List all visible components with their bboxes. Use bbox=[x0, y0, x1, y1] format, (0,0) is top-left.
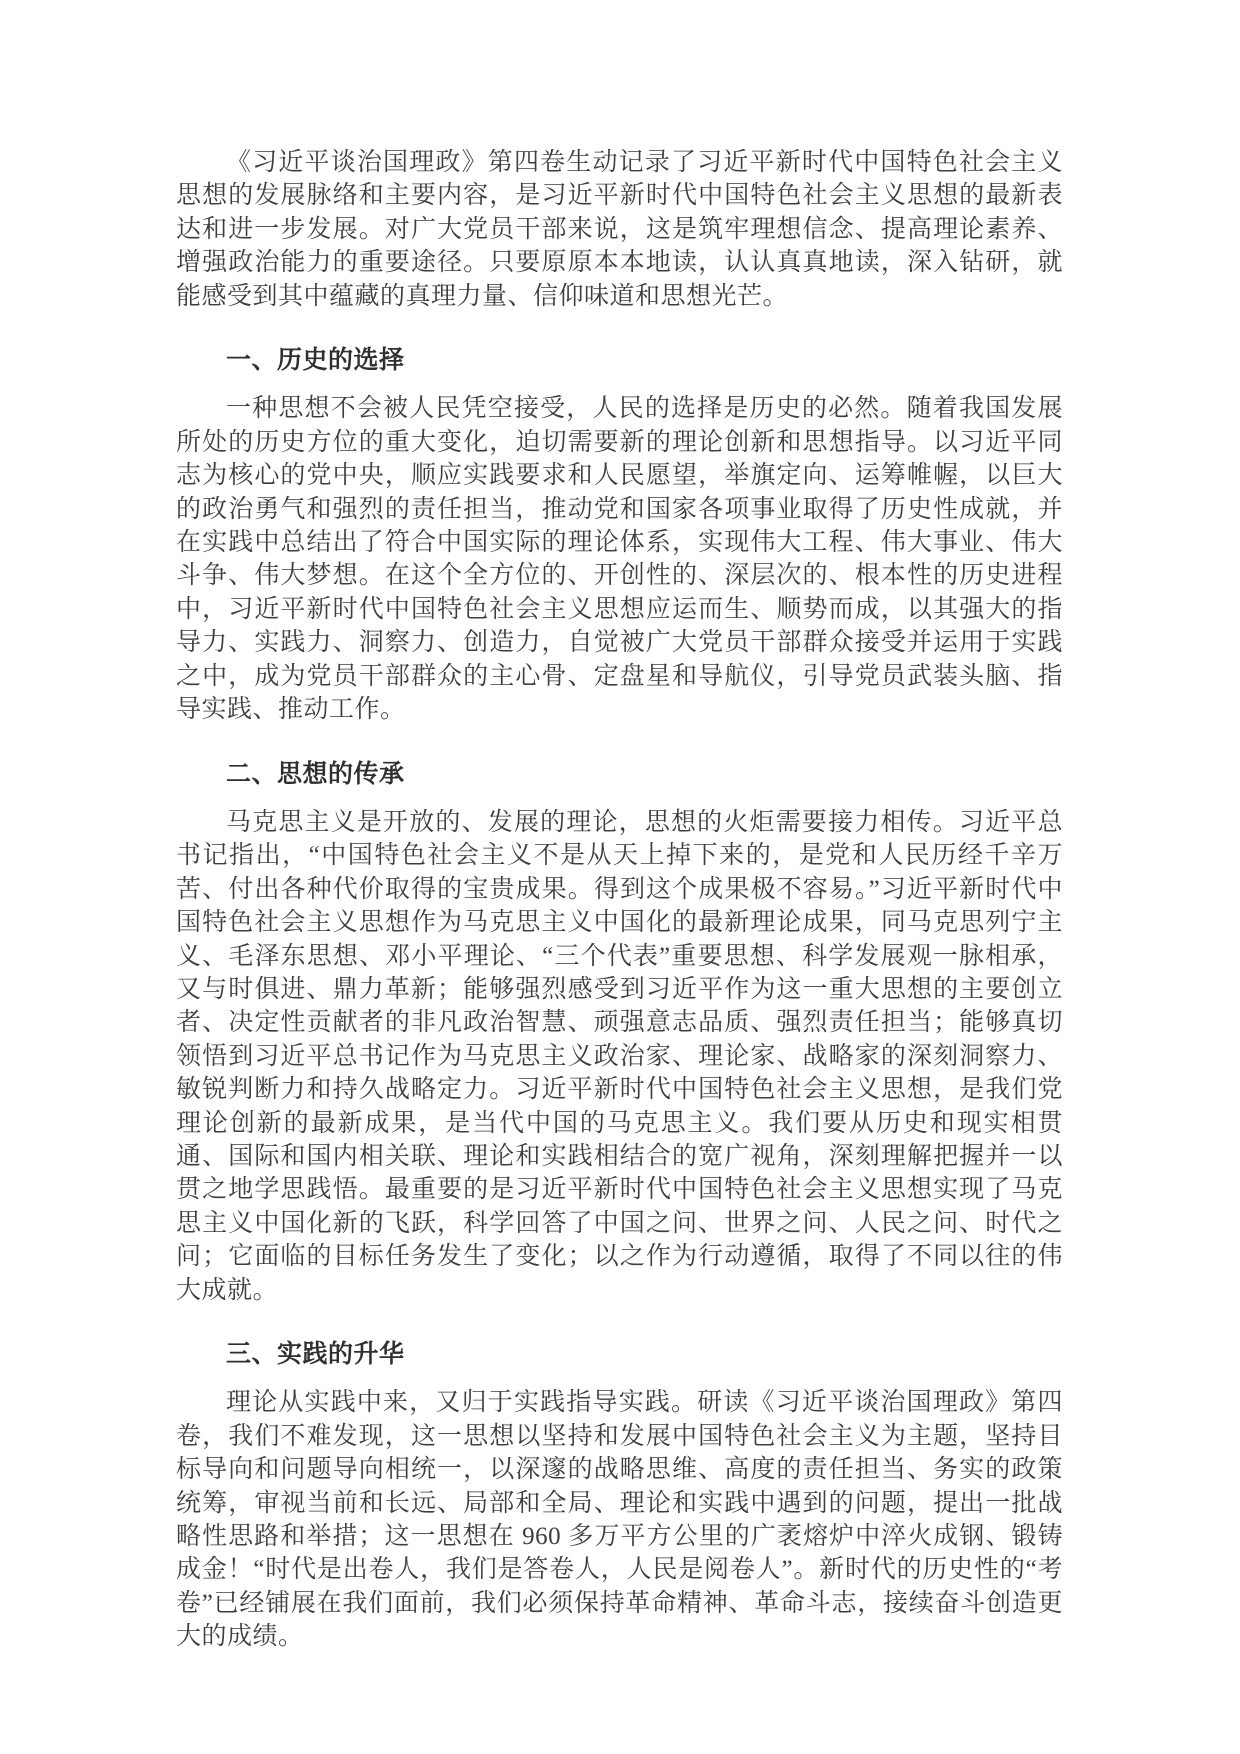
section-1-heading: 一、历史的选择 bbox=[226, 347, 405, 375]
section-2-paragraph: 马克思主义是开放的、发展的理论，思想的火炬需要接力相传。习近平总书记指出，“中国特色社会主义不是从天上掉下来的，是党和人民历经千辛万苦、付出各种代价取得的宝贵成果。得到这个成果极不容易。”习近平新时代中国特色社会主义思想作为马克思主义中国化的最新理论成果，同马克思列宁主义、毛泽东思想、邓小平理论、“三个代表”重要思想、科学发展观一脉相承，又与时俱进、鼎力革新；能够强烈感受到习近平作为这一重大思想的主要创立者、决定性贡献者的非凡政治智慧、顽强意志品质、强烈责任担当；能够真切领悟到习近平总书记作为马克思主义政治家、理论家、战略家的深刻洞察力、敏锐判断力和持久战略定力。习近平新时代中国特色社会主义思想，是我们党理论创新的最新成果，是当代中国的马克思主义。我们要从历史和现实相贯通、国际和国内相关联、理论和实践相结合的宽广视角，深刻理解把握并一以贯之地学思践悟。最重要的是习近平新时代中国特色社会主义思想实现了马克思主义中国化新的飞跃，科学回答了中国之问、世界之问、人民之问、时代之问；它面临的目标任务发生了变化；以之作为行动遵循，取得了不同以往的伟大成就。 bbox=[176, 808, 1063, 1304]
section-thought-inheritance bbox=[176, 758, 1063, 1308]
section-3-paragraph: 理论从实践中来，又归于实践指导实践。研读《习近平谈治国理政》第四卷，我们不难发现，这一思想以坚持和发展中国特色社会主义为主题，坚持目标导向和问题导向相统一，以深邃的战略思维、高度的责任担当、务实的政策统筹，审视当前和长远、局部和全局、理论和实践中遇到的问题，提出一批战略性思路和举措；这一思想在 960 多万平方公里的广袤熔炉中淬火成钢、锻铸成金！“时代是出卷人，我们是答卷人，人民是阅卷人”。新时代的历史性的“考卷”已经铺展在我们面前，我们必须保持革命精神、革命斗志，接续奋斗创造更大的成绩。 bbox=[176, 1389, 1063, 1651]
section-3-heading: 三、实践的升华 bbox=[226, 1341, 405, 1368]
section-history-choice bbox=[176, 344, 1063, 726]
section-practice-sublimation bbox=[176, 1338, 1063, 1654]
intro-paragraph: 《习近平谈治国理政》第四卷生动记录了习近平新时代中国特色社会主义思想的发展脉络和主要内容，是习近平新时代中国特色社会主义思想的最新表达和进一步发展。对广大党员干部来说，这是筑牢理想信念、提高理论素养、增强政治能力的重要途径。只要原原本本地读，认认真真地读，深入钻研，就能感受到其中蕴藏的真理力量、信仰味道和思想光芒。 bbox=[176, 149, 1063, 310]
section-2-heading: 二、思想的传承 bbox=[226, 760, 405, 788]
section-1-paragraph: 一种思想不会被人民凭空接受，人民的选择是历史的必然。随着我国发展所处的历史方位的重大变化，迫切需要新的理论创新和思想指导。以习近平同志为核心的党中央，顺应实践要求和人民愿望，举旗定向、运筹帷幄，以巨大的政治勇气和强烈的责任担当，推动党和国家各项事业取得了历史性成就，并在实践中总结出了符合中国实际的理论体系，实现伟大工程、伟大事业、伟大斗争、伟大梦想。在这个全方位的、开创性的、深层次的、根本性的历史进程中，习近平新时代中国特色社会主义思想应运而生、顺势而成，以其强大的指导力、实践力、洞察力、创造力，自觉被广大党员干部群众接受并运用于实践之中，成为党员干部群众的主心骨、定盘星和导航仪，引导党员武装头脑、指导实践、推动工作。 bbox=[176, 395, 1063, 724]
